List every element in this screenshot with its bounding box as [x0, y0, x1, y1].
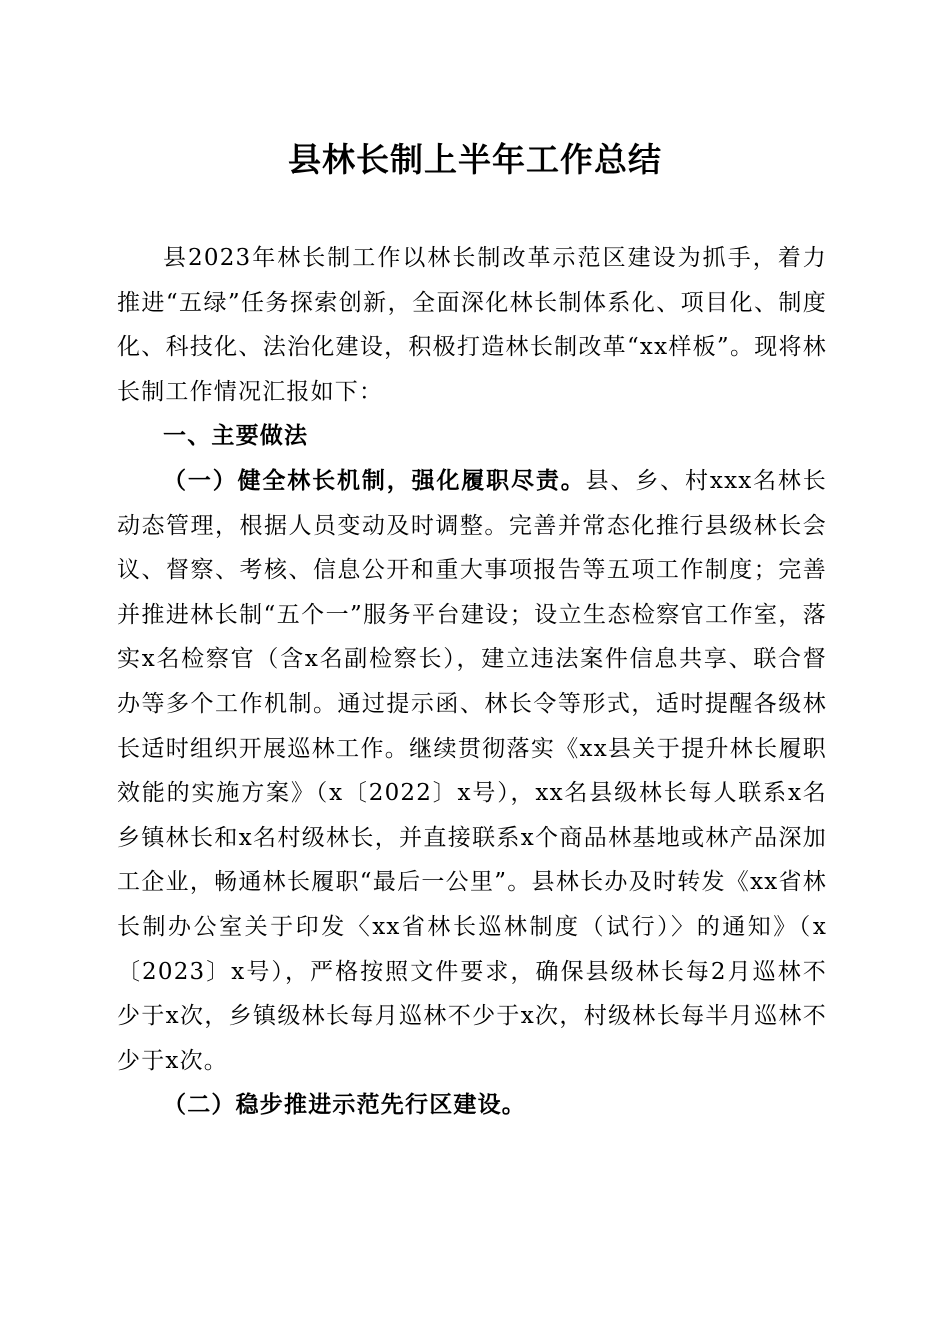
subsection-1-heading: （一）健全林长机制，强化履职尽责。 [163, 467, 586, 494]
subsection-1-body: 县、乡、村xxx名林长动态管理，根据人员变动及时调整。完善并常态化推行县级林长会议、督察、考核、信息公开和重大事项报告等五项工作制度；完善并推进林长制“五个一”服务平台建设；设立生态检察官工作室，落实x名检察官（含x名副检察长），建立违法案件信息共享、联合督办等多个工作机制。通过提示函、林长令等形式，适时提醒各级林长适时组织开展巡林工作。继续贯彻落实《xx县关于提升林长履职效能的实施方案》（x〔2022〕x号），xx名县级林长每人联系x名乡镇林长和x名村级林长，并直接联系x个商品林基地或林产品深加工企业，畅通林长履职“最后一公里”。县林长办及时转发《xx省林长制办公室关于印发〈xx省林长巡林制度（试行）〉的通知》（x〔2023〕x号），严格按照文件要求，确保县级林长每2月巡林不少于x次，乡镇级林长每月巡林不少于x次，村级林长每半月巡林不少于x次。 [117, 467, 827, 1074]
subsection-2-paragraph [117, 1083, 827, 1128]
document-body [117, 236, 827, 1128]
intro-paragraph: 县2023年林长制工作以林长制改革示范区建设为抓手，着力推进“五绿”任务探索创新，全面深化林长制体系化、项目化、制度化、科技化、法治化建设，积极打造林长制改革“xx样板”。现将林长制工作情况汇报如下： [117, 245, 827, 405]
section-heading-main-practices: 一、主要做法 [163, 423, 309, 450]
subsection-1-paragraph [117, 459, 827, 1083]
subsection-2-heading: （二）稳步推进示范先行区建设。 [163, 1092, 526, 1119]
document-title: 县林长制上半年工作总结 [288, 140, 662, 179]
